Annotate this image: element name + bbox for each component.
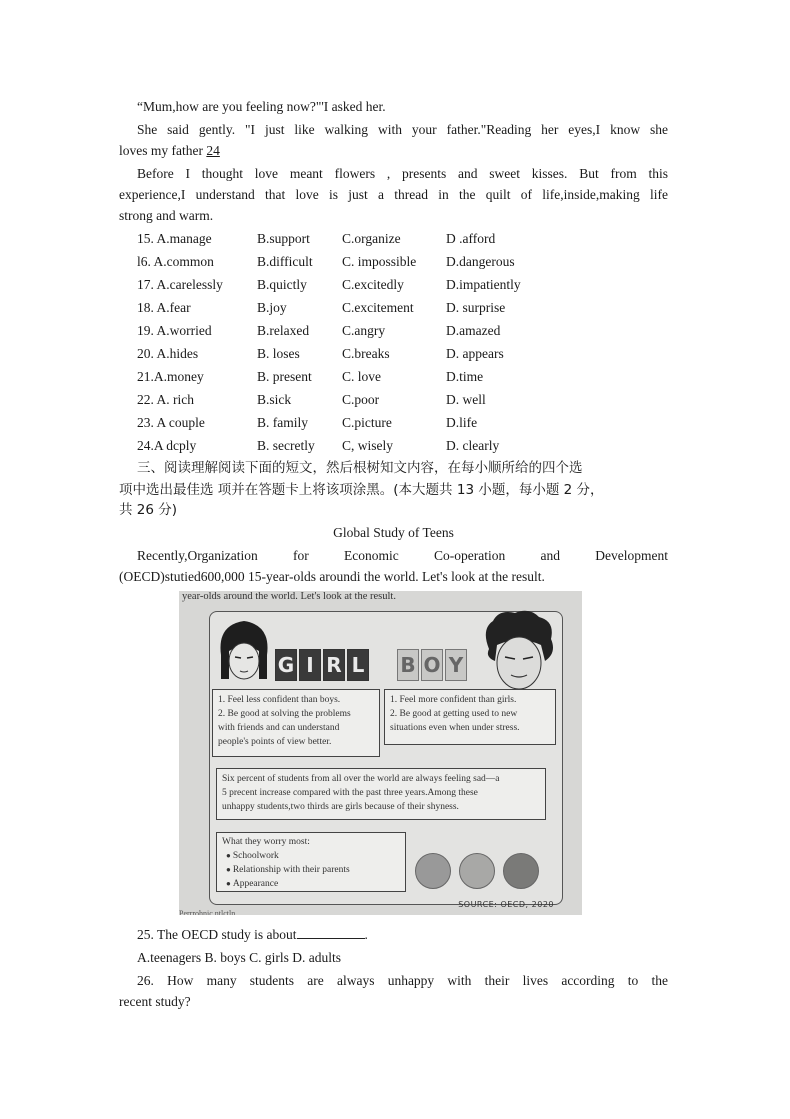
question-25-end: .: [364, 927, 368, 942]
infographic-image: [179, 591, 582, 915]
boy-letter: B: [397, 649, 419, 681]
option-row: [137, 343, 657, 364]
option-c: C.breaks: [342, 346, 390, 361]
worries-box: [216, 832, 406, 892]
section-3-heading-line-1: 三、阅读理解阅读下面的短文，然后根树知文内容，在每小顺所给的四个选: [137, 460, 583, 476]
stat-line: unhappy students,two thirds are girls because of their shyness.: [222, 802, 459, 812]
boy-title: [397, 649, 467, 681]
question-25: [137, 924, 686, 945]
option-d: D. appears: [446, 346, 504, 361]
article-line-2: (OECD)stutied600,000 15-year-olds aroundi the world. Let's look at the result.: [119, 569, 545, 584]
worry-item: ● Schoolwork: [222, 849, 400, 863]
appearance-icon: [503, 853, 539, 889]
section-3-heading-line-3: 共 26 分): [119, 502, 178, 518]
boy-letter: O: [421, 649, 443, 681]
passage-text: loves my father: [119, 143, 207, 158]
blank-24: 24: [206, 143, 220, 158]
option-b: B.difficult: [257, 254, 313, 269]
section-3-heading-line-2: 项中选出最佳选 项并在答题卡上将该项涂黑。(本大题共 13 小题，每小题 2 分，: [119, 482, 604, 498]
option-d: D.dangerous: [446, 254, 515, 269]
option-row: [137, 320, 657, 341]
option-row: [137, 228, 657, 249]
option-d: D .afford: [446, 231, 496, 246]
girl-letter: I: [299, 649, 321, 681]
option-c: C.excitedly: [342, 277, 404, 292]
option-a: 17. A.carelessly: [137, 277, 223, 292]
girl-trait-line: people's points of view better.: [218, 737, 332, 747]
option-a: 20. A.hides: [137, 346, 199, 361]
option-row: [137, 412, 657, 433]
option-b: B. family: [257, 415, 308, 430]
option-d: D.amazed: [446, 323, 501, 338]
girl-face-icon: [215, 617, 273, 687]
option-c: C. impossible: [342, 254, 417, 269]
option-row: [137, 274, 657, 295]
boy-letter: Y: [445, 649, 467, 681]
boy-trait-line: 1. Feel more confident than girls.: [390, 695, 517, 705]
article-line-1: Recently,Organization for Economic Co-operation and Development: [137, 548, 668, 563]
boy-trait-line: 2. Be good at getting used to new: [390, 709, 518, 719]
option-c: C.organize: [342, 231, 401, 246]
option-d: D. well: [446, 392, 486, 407]
boy-traits-box: [384, 689, 556, 745]
option-b: B.relaxed: [257, 323, 310, 338]
schoolwork-icon: [415, 853, 451, 889]
option-a: l6. A.common: [137, 254, 214, 269]
option-b: B.support: [257, 231, 310, 246]
option-a: 23. A couple: [137, 415, 205, 430]
question-25-text: 25. The OECD study is about: [137, 927, 297, 942]
passage-line-6: strong and warm.: [119, 208, 214, 223]
girl-letter: L: [347, 649, 369, 681]
option-c: C.excitement: [342, 300, 414, 315]
girl-trait-line: with friends and can understand: [218, 723, 340, 733]
passage-line-1: “Mum,how are you feeling now?"'I asked her.: [137, 99, 386, 114]
option-b: B. loses: [257, 346, 300, 361]
option-b: B. secretly: [257, 438, 315, 453]
option-c: C.angry: [342, 323, 386, 338]
option-b: B.joy: [257, 300, 287, 315]
family-icon: [459, 853, 495, 889]
girl-trait-line: 1. Feel less confident than boys.: [218, 695, 341, 705]
option-c: C, wisely: [342, 438, 394, 453]
option-a: 18. A.fear: [137, 300, 191, 315]
girl-letter: R: [323, 649, 345, 681]
question-26-line-1: 26. How many students are always unhappy with their lives according to the: [137, 973, 668, 988]
option-row: [137, 435, 657, 456]
girl-title: [275, 649, 369, 681]
question-25-options: A.teenagers B. boys C. girls D. adults: [137, 950, 341, 965]
infographic-source: SOURCE: OECD, 2020: [458, 900, 554, 909]
infographic-bottom-text: Perrrohnic ntlctln: [179, 909, 236, 915]
option-a: 24.A dcply: [137, 438, 197, 453]
worry-item: ● Relationship with their parents: [222, 863, 400, 877]
option-b: B.quictly: [257, 277, 307, 292]
passage-line-4: Before I thought love meant flowers , presents and sweet kisses. But from this: [137, 166, 668, 181]
infographic-top-text: year-olds around the world. Let's look at the result.: [182, 591, 396, 602]
option-a: 19. A.worried: [137, 323, 212, 338]
worry-item: ● Appearance: [222, 877, 400, 891]
stat-line: Six percent of students from all over the world are always feeling sad—a: [222, 774, 500, 784]
boy-face-icon: [481, 609, 557, 695]
article-title: Global Study of Teens: [333, 525, 454, 540]
option-row: [137, 251, 657, 272]
question-26-line-2: recent study?: [119, 994, 191, 1009]
passage-line-2: She said gently. "I just like walking with your father."Reading her eyes,I know she: [137, 122, 668, 137]
girl-trait-line: 2. Be good at solving the problems: [218, 709, 351, 719]
option-d: D.time: [446, 369, 484, 384]
answer-blank: [297, 924, 365, 939]
option-a: 22. A. rich: [137, 392, 194, 407]
worries-title: What they worry most:: [222, 837, 310, 847]
option-row: [137, 366, 657, 387]
option-d: D. clearly: [446, 438, 500, 453]
passage-line-3: [119, 140, 668, 161]
option-c: C. love: [342, 369, 381, 384]
option-b: B.sick: [257, 392, 292, 407]
option-d: D. surprise: [446, 300, 506, 315]
option-row: [137, 389, 657, 410]
option-row: [137, 297, 657, 318]
girl-traits-box: [212, 689, 380, 757]
sadness-stat-box: [216, 768, 546, 820]
option-a: 15. A.manage: [137, 231, 212, 246]
option-d: D.impatiently: [446, 277, 521, 292]
girl-letter: G: [275, 649, 297, 681]
option-c: C.poor: [342, 392, 380, 407]
option-d: D.life: [446, 415, 478, 430]
boy-trait-line: situations even when under stress.: [390, 723, 520, 733]
option-b: B. present: [257, 369, 312, 384]
option-c: C.picture: [342, 415, 392, 430]
stat-line: 5 precent increase compared with the past three years.Among these: [222, 788, 478, 798]
option-a: 21.A.money: [137, 369, 204, 384]
passage-line-5: experience,I understand that love is just a thread in the quilt of life,inside,making life: [119, 187, 668, 202]
